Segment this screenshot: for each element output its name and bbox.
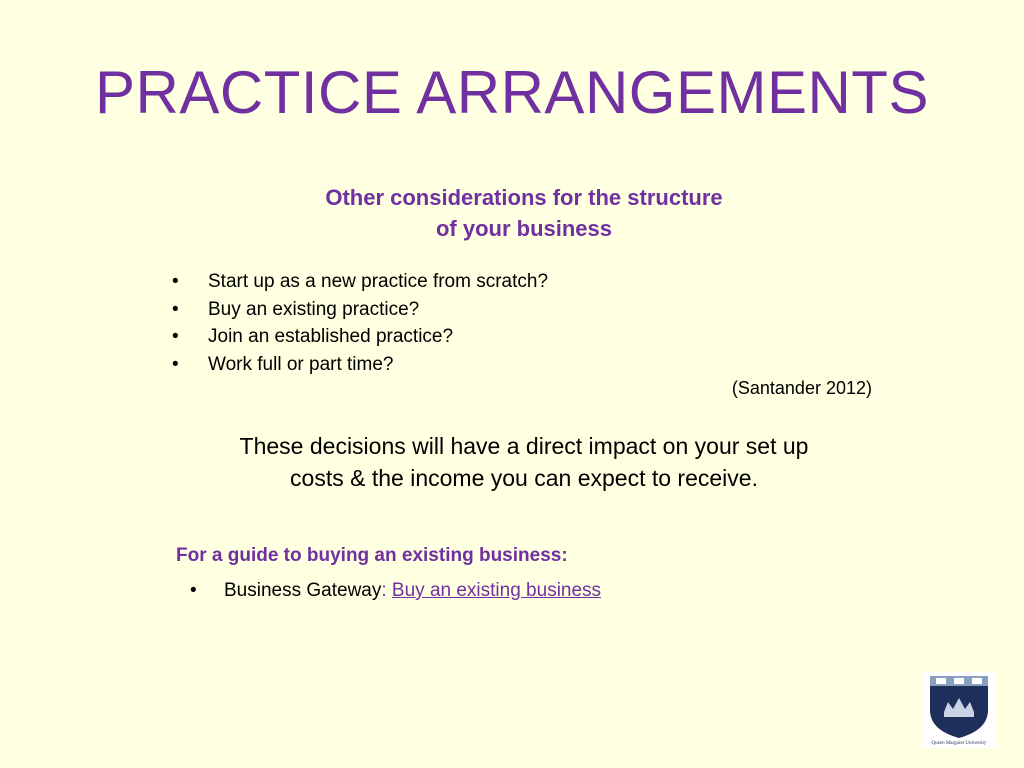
bullet-icon: • [190, 580, 197, 601]
bullet-icon: • [172, 326, 179, 347]
subtitle-line-2: of your business [435, 216, 613, 241]
impact-statement [0, 430, 1024, 494]
list-item [172, 323, 548, 351]
bullet-icon: • [172, 298, 179, 320]
subtitle-line-1: Other considerations for the structure [325, 185, 723, 210]
slide-title: PRACTICE ARRANGEMENTS [95, 59, 929, 126]
considerations-list [172, 268, 548, 378]
impact-line-2: costs & the income you can expect to receive. [290, 465, 758, 491]
subtitle [0, 182, 1024, 244]
buy-existing-business-link[interactable]: Buy an existing business [391, 580, 602, 601]
list-item [172, 296, 548, 324]
bullet-icon: • [172, 271, 179, 292]
citation: (Santander 2012) [731, 378, 872, 398]
guide-item-colon: : [381, 580, 392, 601]
list-item-text: Start up as a new practice from scratch? [208, 271, 549, 292]
list-item [172, 351, 548, 379]
list-item-text: Work full or part time? [208, 353, 394, 375]
impact-line-1: These decisions will have a direct impact on your set up [239, 433, 809, 459]
university-logo [922, 672, 996, 748]
guide-item-prefix: Business Gateway [224, 580, 382, 601]
guide-heading: For a guide to buying an existing business: [176, 545, 568, 566]
list-item-text: Join an established practice? [208, 326, 454, 347]
list-item [172, 268, 548, 296]
bullet-icon: • [172, 353, 179, 375]
list-item-text: Buy an existing practice? [208, 298, 420, 320]
crest-icon [922, 672, 996, 748]
guide-list-item [190, 580, 601, 602]
svg-text:Queen Margaret University: Queen Margaret University [931, 741, 987, 746]
